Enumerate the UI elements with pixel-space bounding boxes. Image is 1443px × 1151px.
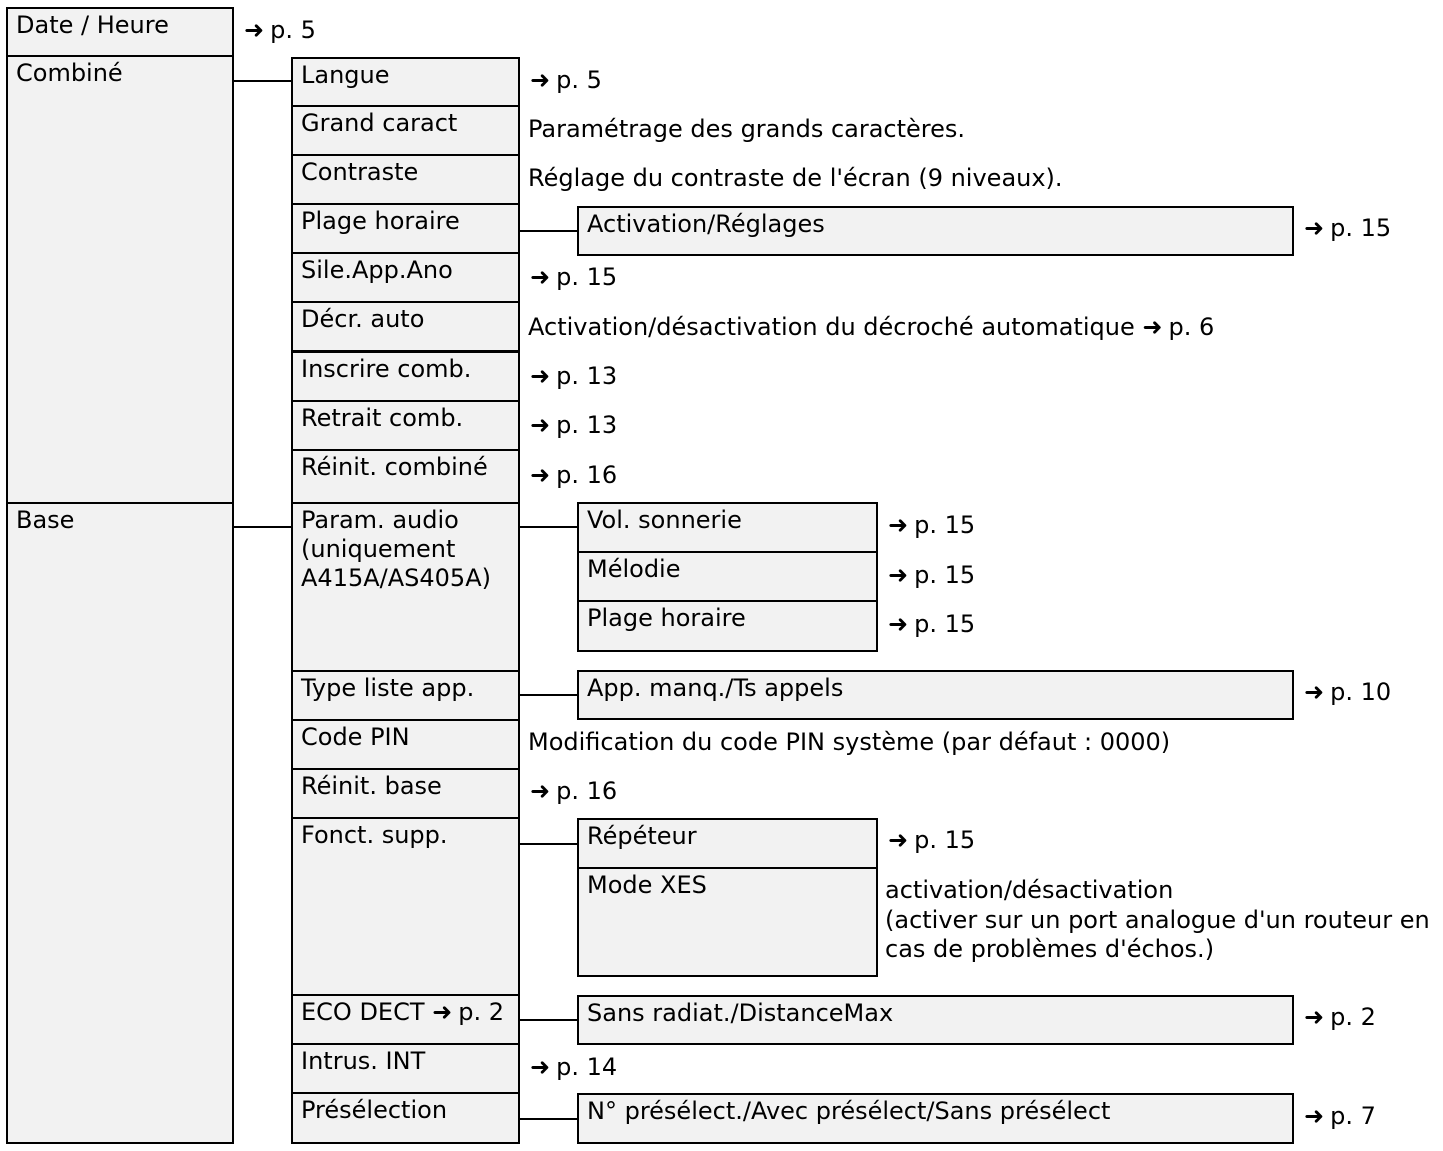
right-arrow-icon: ➜ (1304, 214, 1325, 242)
menu-repeteur-label: Répéteur (587, 822, 697, 850)
ref-app-manq (1304, 678, 1391, 707)
desc-mode-xes-line2: (activer sur un port analogue d'un routeur en (885, 905, 1430, 934)
ref-plage-horaire-base-text: p. 15 (914, 610, 976, 638)
menu-param-audio-line3: A415A/AS405A) (301, 564, 491, 592)
ref-vol-sonnerie-text: p. 15 (914, 511, 976, 539)
ref-sans-radiat (1304, 1003, 1376, 1032)
desc-mode-xes (885, 876, 1430, 965)
menu-eco-dect (291, 994, 520, 1045)
ref-langue (530, 66, 602, 95)
menu-sans-radiat-label: Sans radiat./DistanceMax (587, 999, 894, 1027)
right-arrow-icon: ➜ (530, 1053, 551, 1081)
menu-melodie (577, 551, 878, 602)
menu-inscrire-comb-label: Inscrire comb. (301, 355, 472, 383)
menu-param-audio-line2: (uniquement (301, 535, 456, 563)
connector-eco-dect (520, 1019, 578, 1021)
right-arrow-icon: ➜ (530, 263, 551, 291)
ref-melodie (888, 561, 975, 590)
menu-date-heure (6, 7, 234, 57)
right-arrow-icon: ➜ (530, 461, 551, 489)
right-arrow-icon: ➜ (888, 826, 909, 854)
menu-langue-label: Langue (301, 61, 390, 89)
menu-app-manq-label: App. manq./Ts appels (587, 674, 844, 702)
menu-reinit-base (291, 768, 520, 819)
right-arrow-icon: ➜ (1304, 1003, 1325, 1031)
right-arrow-icon: ➜ (530, 777, 551, 805)
desc-mode-xes-line3: cas de problèmes d'échos.) (885, 935, 1215, 963)
ref-melodie-text: p. 15 (914, 561, 976, 589)
menu-preselection (291, 1092, 520, 1144)
connector-fonct-supp (520, 843, 578, 845)
ref-intrus-int (530, 1053, 617, 1082)
menu-intrus-int (291, 1043, 520, 1094)
connector-base (234, 526, 292, 528)
right-arrow-icon: ➜ (244, 16, 265, 44)
ref-activation-reglages (1304, 214, 1391, 243)
connector-preselection (520, 1118, 578, 1120)
menu-intrus-int-label: Intrus. INT (301, 1047, 426, 1075)
menu-date-heure-label: Date / Heure (16, 11, 169, 39)
ref-reinit-combine (530, 461, 617, 490)
desc-decr-auto-text: Activation/désactivation du décroché automatique (528, 313, 1135, 341)
ref-date-heure-text: p. 5 (270, 16, 316, 44)
desc-contraste: Réglage du contraste de l'écran (9 niveaux). (528, 164, 1063, 192)
menu-eco-dect-ref: p. 2 (458, 998, 505, 1026)
menu-retrait-comb (291, 400, 520, 451)
menu-mode-xes (577, 867, 878, 977)
menu-mode-xes-label: Mode XES (587, 871, 707, 899)
right-arrow-icon: ➜ (888, 561, 909, 589)
menu-sile-app-ano-label: Sile.App.Ano (301, 256, 453, 284)
menu-n-preselect (577, 1093, 1294, 1144)
menu-reinit-base-label: Réinit. base (301, 772, 442, 800)
menu-base (6, 502, 234, 1144)
right-arrow-icon: ➜ (888, 610, 909, 638)
menu-sile-app-ano (291, 252, 520, 303)
right-arrow-icon: ➜ (432, 998, 453, 1026)
ref-inscrire-comb-text: p. 13 (556, 362, 618, 390)
menu-sans-radiat (577, 995, 1294, 1045)
menu-activation-reglages (577, 206, 1294, 256)
menu-param-audio (291, 502, 520, 672)
right-arrow-icon: ➜ (1304, 1102, 1325, 1130)
desc-decr-auto (528, 313, 1214, 342)
menu-n-preselect-label: N° présélect./Avec présélect/Sans présélect (587, 1097, 1111, 1125)
ref-n-preselect-text: p. 7 (1330, 1102, 1376, 1130)
ref-retrait-comb-text: p. 13 (556, 411, 618, 439)
menu-melodie-label: Mélodie (587, 555, 681, 583)
menu-fonct-supp (291, 817, 520, 996)
ref-plage-horaire-base (888, 610, 975, 639)
menu-plage-horaire (291, 203, 520, 254)
ref-date-heure (244, 16, 316, 45)
desc-code-pin: Modification du code PIN système (par défaut : 0000) (528, 728, 1171, 756)
menu-base-label: Base (16, 506, 75, 534)
ref-repeteur-text: p. 15 (914, 826, 976, 854)
connector-type-liste-app (520, 694, 578, 696)
ref-langue-text: p. 5 (556, 66, 602, 94)
ref-inscrire-comb (530, 362, 617, 391)
menu-type-liste-app-label: Type liste app. (301, 674, 475, 702)
menu-plage-horaire-base (577, 600, 878, 652)
menu-code-pin (291, 719, 520, 770)
menu-activation-reglages-label: Activation/Réglages (587, 210, 825, 238)
ref-decr-auto-text: p. 6 (1168, 313, 1215, 341)
ref-repeteur (888, 826, 975, 855)
menu-reinit-combine-label: Réinit. combiné (301, 453, 488, 481)
connector-param-audio (520, 526, 578, 528)
menu-type-liste-app (291, 670, 520, 721)
desc-mode-xes-line1: activation/désactivation (885, 876, 1174, 904)
menu-code-pin-label: Code PIN (301, 723, 410, 751)
menu-retrait-comb-label: Retrait comb. (301, 404, 464, 432)
menu-grand-caract-label: Grand caract (301, 109, 458, 137)
connector-plage-horaire (520, 230, 578, 232)
menu-plage-horaire-label: Plage horaire (301, 207, 460, 235)
ref-sans-radiat-text: p. 2 (1330, 1003, 1376, 1031)
menu-eco-dect-label: ECO DECT (301, 998, 425, 1026)
menu-repeteur (577, 818, 878, 869)
ref-activation-reglages-text: p. 15 (1330, 214, 1392, 242)
right-arrow-icon: ➜ (1142, 313, 1163, 341)
menu-contraste-label: Contraste (301, 158, 419, 186)
ref-intrus-int-text: p. 14 (556, 1053, 618, 1081)
ref-app-manq-text: p. 10 (1330, 678, 1392, 706)
menu-combine-label: Combiné (16, 59, 123, 87)
ref-sile-app-ano (530, 263, 617, 292)
ref-sile-app-ano-text: p. 15 (556, 263, 618, 291)
menu-langue (291, 57, 520, 107)
menu-vol-sonnerie-label: Vol. sonnerie (587, 506, 742, 534)
right-arrow-icon: ➜ (530, 411, 551, 439)
connector-combine (234, 80, 292, 82)
menu-preselection-label: Présélection (301, 1096, 448, 1124)
right-arrow-icon: ➜ (530, 362, 551, 390)
ref-n-preselect (1304, 1102, 1376, 1131)
desc-grand-caract: Paramétrage des grands caractères. (528, 115, 966, 143)
menu-decr-auto-label: Décr. auto (301, 305, 425, 333)
menu-inscrire-comb (291, 351, 520, 402)
menu-contraste (291, 154, 520, 205)
ref-reinit-base-text: p. 16 (556, 777, 618, 805)
right-arrow-icon: ➜ (1304, 678, 1325, 706)
menu-app-manq (577, 670, 1294, 720)
right-arrow-icon: ➜ (530, 66, 551, 94)
right-arrow-icon: ➜ (888, 511, 909, 539)
menu-param-audio-line1: Param. audio (301, 506, 459, 534)
menu-grand-caract (291, 105, 520, 156)
menu-plage-horaire-base-label: Plage horaire (587, 604, 746, 632)
ref-vol-sonnerie (888, 511, 975, 540)
menu-vol-sonnerie (577, 502, 878, 553)
menu-reinit-combine (291, 449, 520, 504)
menu-decr-auto (291, 301, 520, 352)
menu-combine (6, 55, 234, 504)
ref-reinit-base (530, 777, 617, 806)
ref-reinit-combine-text: p. 16 (556, 461, 618, 489)
ref-retrait-comb (530, 411, 617, 440)
menu-fonct-supp-label: Fonct. supp. (301, 821, 448, 849)
